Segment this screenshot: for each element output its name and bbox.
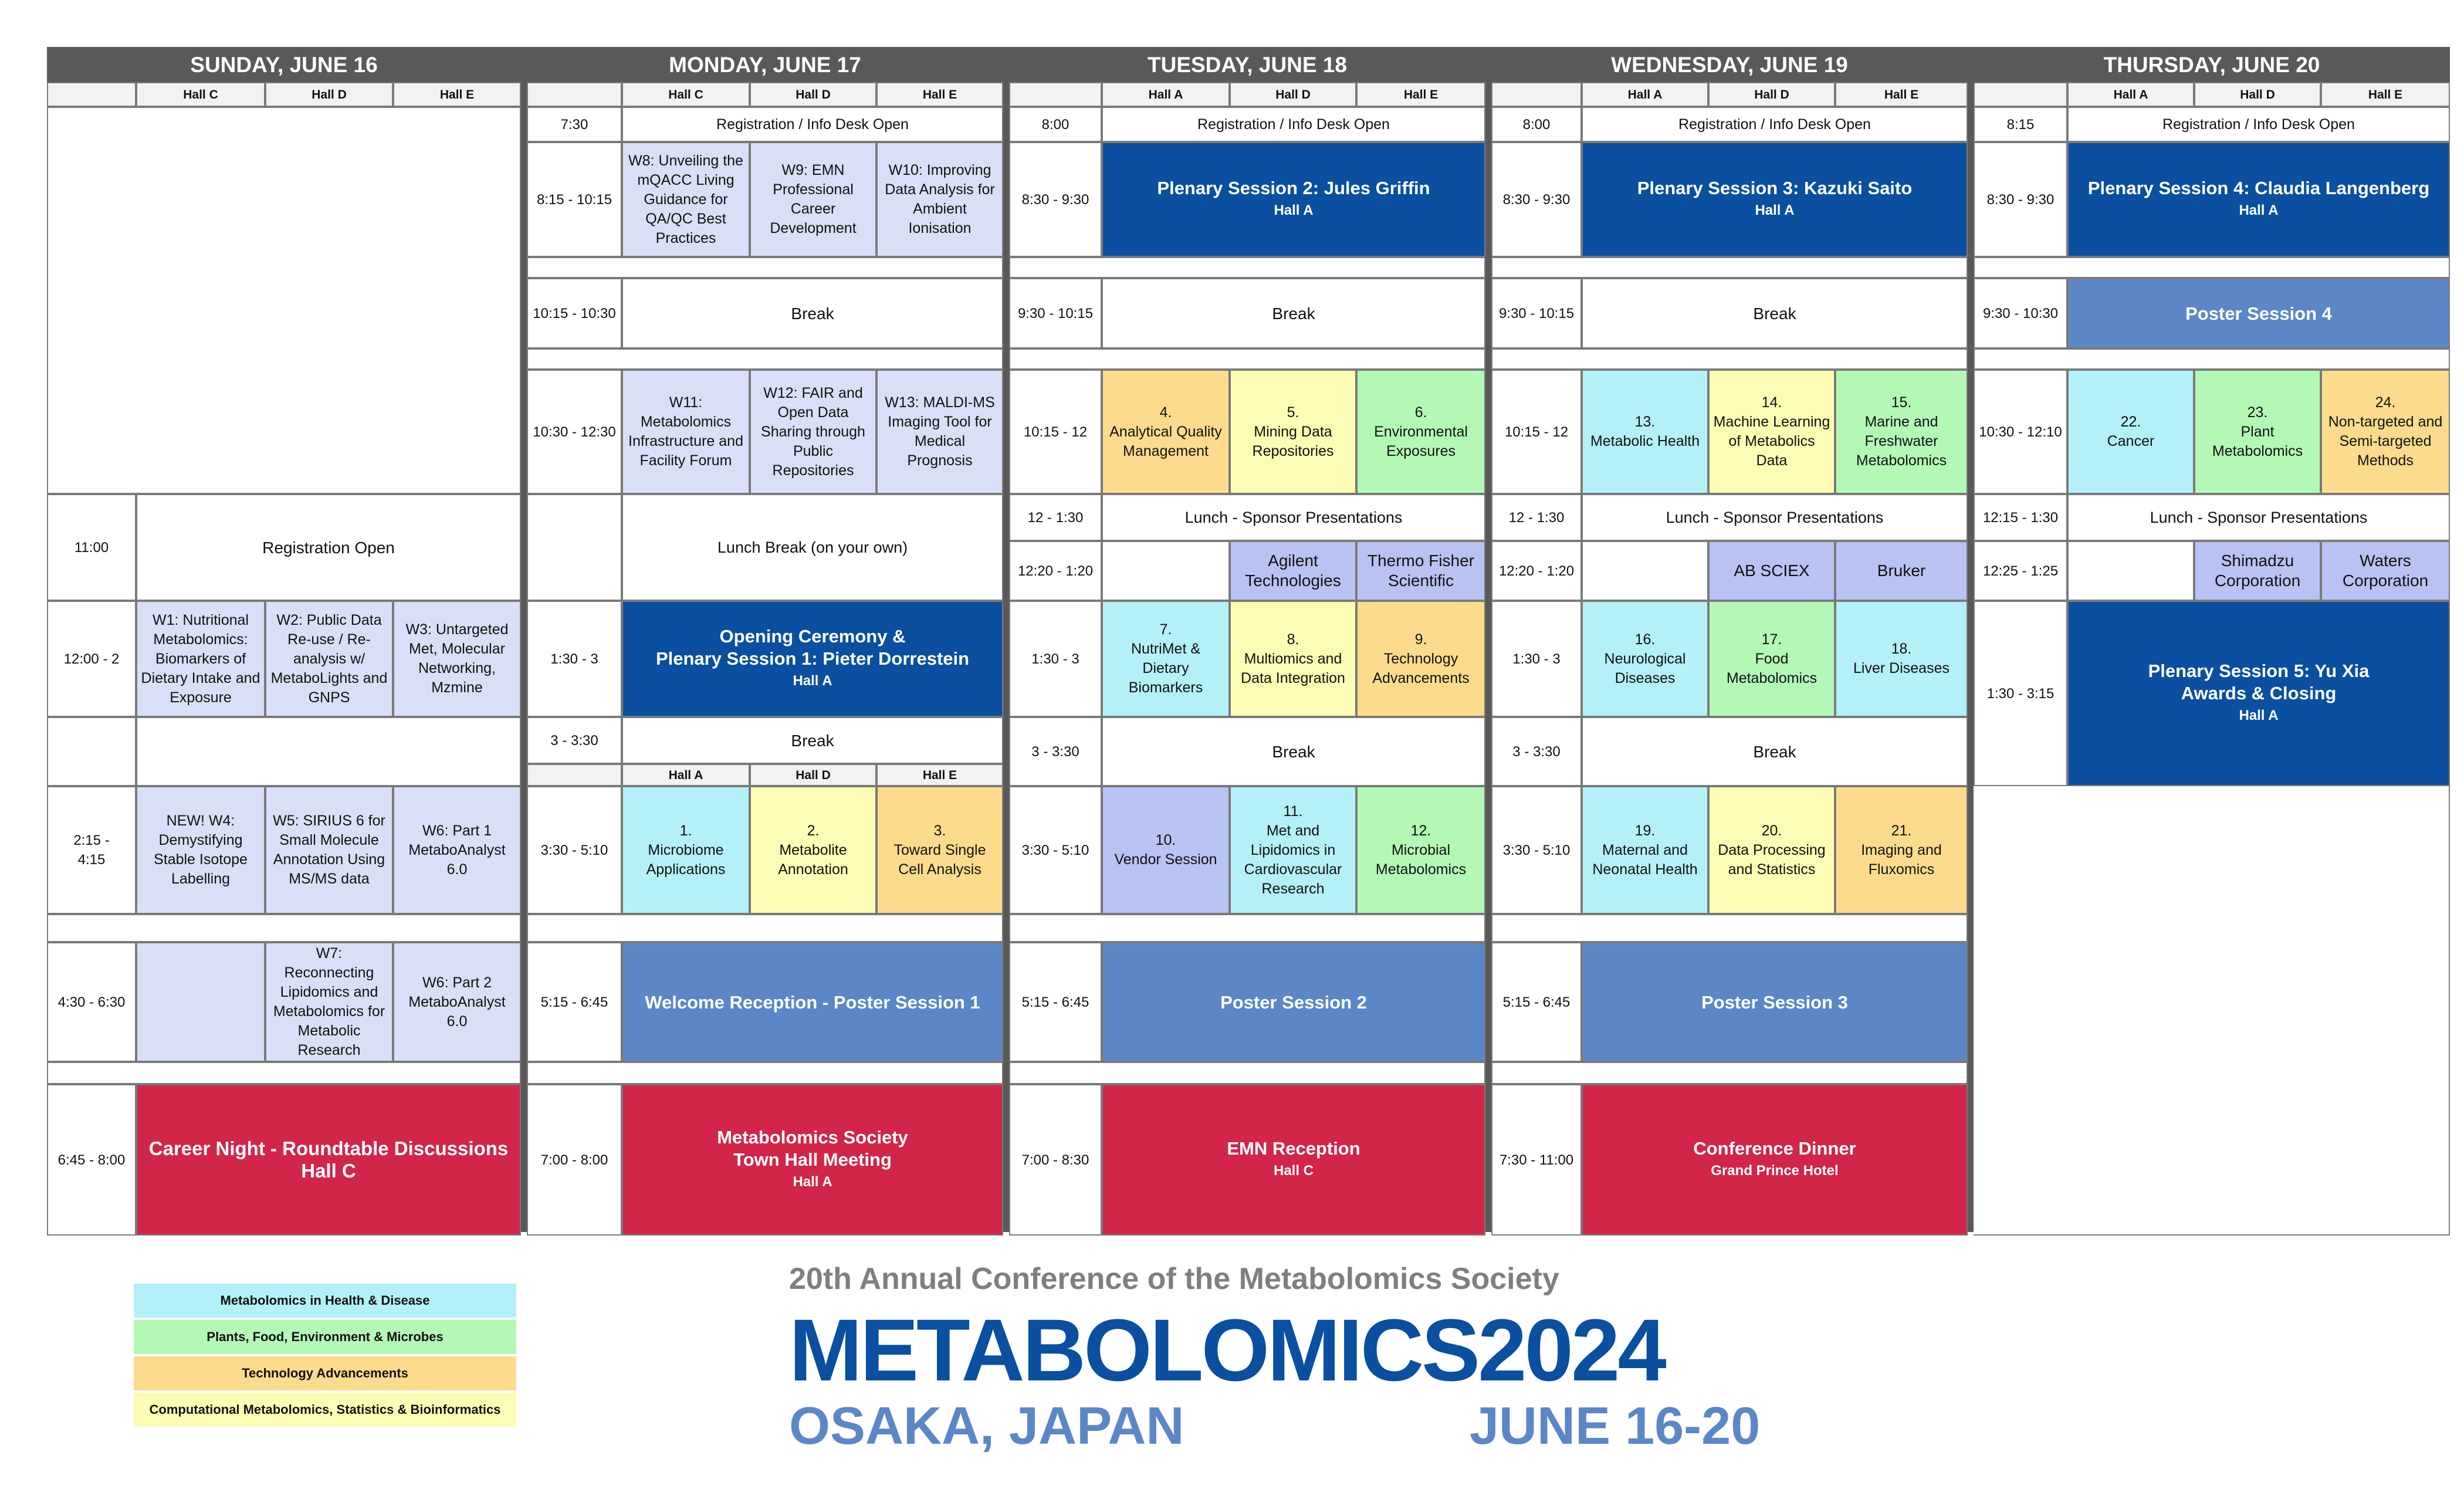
time-slot: 9:30 - 10:15 (1491, 278, 1582, 348)
lunch-break: Lunch Break (on your own) (622, 494, 1003, 601)
time-slot: 5:15 - 6:45 (1491, 942, 1582, 1062)
hall-header-blank (1974, 82, 2067, 107)
opening-title: Opening Ceremony & Plenary Session 1: Pieter Dorrestein (655, 626, 970, 669)
workshop-w11[interactable]: W11: Metabolomics Infrastructure and Facility Forum (622, 370, 750, 494)
emn-reception[interactable] (1102, 1084, 1485, 1236)
time-slot: 6:45 - 8:00 (47, 1084, 136, 1236)
hall-header: Hall D (1708, 82, 1835, 107)
legend-computational: Computational Metabolomics, Statistics & Bioinformatics (134, 1393, 516, 1427)
hall-header: Hall D (265, 82, 393, 107)
gap-row (1491, 257, 1968, 278)
time-slot: 8:30 - 9:30 (1974, 142, 2067, 257)
workshop-w6-part2[interactable]: W6: Part 2 MetaboAnalyst 6.0 (393, 942, 521, 1062)
sponsor-thermo-fisher[interactable]: Thermo Fisher Scientific (1356, 541, 1485, 601)
time-slot: 1:30 - 3 (1009, 601, 1102, 717)
legend-health-disease: Metabolomics in Health & Disease (134, 1284, 516, 1318)
session-1[interactable]: 1. Microbiome Applications (622, 786, 750, 914)
gap-row (136, 717, 521, 786)
plenary-session-3[interactable] (1582, 142, 1968, 257)
gap-row (47, 1062, 521, 1084)
time-slot: 7:00 - 8:30 (1009, 1084, 1102, 1236)
hall-header: Hall E (393, 82, 521, 107)
session-15[interactable]: 15. Marine and Freshwater Metabolomics (1835, 370, 1968, 494)
session-24[interactable]: 24. Non-targeted and Semi-targeted Methods (2321, 370, 2450, 494)
hall-header: Hall E (876, 764, 1003, 786)
hall-header-blank (527, 82, 622, 107)
legend-technology: Technology Advancements (134, 1356, 516, 1390)
conference-dinner-title: Conference Dinner (1693, 1138, 1856, 1159)
plenary-3-hall: Hall A (1755, 202, 1795, 218)
time-slot: 9:30 - 10:15 (1009, 278, 1102, 348)
sponsor-empty (1582, 541, 1708, 601)
plenary-5-title: Plenary Session 5: Yu Xia Awards & Closing (2148, 661, 2370, 703)
registration-info-desk: Registration / Info Desk Open (1102, 107, 1485, 142)
session-7[interactable]: 7. NutriMet & Dietary Biomarkers (1102, 601, 1230, 717)
emn-reception-hall: Hall C (1273, 1163, 1314, 1179)
town-hall-hall: Hall A (793, 1174, 832, 1190)
time-slot: 5:15 - 6:45 (1009, 942, 1102, 1062)
hall-header: Hall D (1230, 82, 1356, 107)
break: Break (1582, 717, 1968, 786)
hall-header: Hall D (750, 82, 876, 107)
time-slot: 10:15 - 10:30 (527, 278, 622, 348)
time-slot: 8:00 (1009, 107, 1102, 142)
registration-open: Registration Open (136, 494, 521, 601)
session-21[interactable]: 21. Imaging and Fluxomics (1835, 786, 1968, 914)
gap-row (1491, 1062, 1968, 1084)
time-slot: 8:00 (1491, 107, 1582, 142)
hall-header: Hall D (750, 764, 876, 786)
gap-row (1009, 914, 1485, 942)
workshop-empty (136, 942, 265, 1062)
plenary-5-hall: Hall A (2239, 708, 2279, 723)
workshop-w2[interactable]: W2: Public Data Re-use / Re-analysis w/ MetaboLights and GNPS (265, 601, 393, 717)
plenary-3-title: Plenary Session 3: Kazuki Saito (1637, 178, 1913, 198)
hall-header: Hall E (1356, 82, 1485, 107)
session-2[interactable]: 2. Metabolite Annotation (750, 786, 876, 914)
lunch-sponsor-presentations: Lunch - Sponsor Presentations (1102, 494, 1485, 541)
break: Break (1102, 278, 1485, 348)
hall-header: Hall A (2067, 82, 2194, 107)
workshop-w4[interactable]: NEW! W4: Demystifying Stable Isotope Labelling (136, 786, 265, 914)
hall-header-blank (1009, 82, 1102, 107)
plenary-session-5-closing[interactable] (2067, 601, 2450, 786)
plenary-4-hall: Hall A (2239, 202, 2279, 218)
break: Break (622, 278, 1003, 348)
gap-row (1974, 257, 2450, 278)
day-header-wednesday: WEDNESDAY, JUNE 19 (1491, 47, 1968, 82)
gap-row (1009, 1062, 1485, 1084)
workshop-w3[interactable]: W3: Untargeted Met, Molecular Networking, Mzmine (393, 601, 521, 717)
time-slot: 8:15 - 10:15 (527, 142, 622, 257)
plenary-4-title: Plenary Session 4: Claudia Langenberg (2087, 178, 2430, 198)
day-header-thursday: THURSDAY, JUNE 20 (1974, 47, 2450, 82)
time-slot: 9:30 - 10:30 (1974, 278, 2067, 348)
hall-header: Hall E (2321, 82, 2450, 107)
time-slot: 12 - 1:30 (1491, 494, 1582, 541)
sponsor-waters[interactable]: Waters Corporation (2321, 541, 2450, 601)
gap-row (527, 1062, 1003, 1084)
session-10[interactable]: 10. Vendor Session (1102, 786, 1230, 914)
sponsor-ab-sciex[interactable]: AB SCIEX (1708, 541, 1835, 601)
workshop-w12[interactable]: W12: FAIR and Open Data Sharing through Public Repositories (750, 370, 876, 494)
workshop-w6-part1[interactable]: W6: Part 1 MetaboAnalyst 6.0 (393, 786, 521, 914)
time-slot: 1:30 - 3 (1491, 601, 1582, 717)
legend-plants-food: Plants, Food, Environment & Microbes (134, 1320, 516, 1354)
break: Break (1582, 278, 1968, 348)
opening-ceremony-plenary-1[interactable] (622, 601, 1003, 717)
plenary-2-hall: Hall A (1274, 202, 1314, 218)
time-slot: 7:30 - 11:00 (1491, 1084, 1582, 1236)
gap-row (1491, 348, 1968, 370)
hall-header: Hall D (2194, 82, 2321, 107)
welcome-reception-poster-1[interactable]: Welcome Reception - Poster Session 1 (622, 942, 1003, 1062)
session-12[interactable]: 12. Microbial Metabolomics (1356, 786, 1485, 914)
gap-row (47, 717, 136, 786)
conference-dinner-venue: Grand Prince Hotel (1711, 1163, 1839, 1179)
workshop-w10[interactable]: W10: Improving Data Analysis for Ambient Ionisation (876, 142, 1003, 257)
time-slot: 12:00 - 2 (47, 601, 136, 717)
time-slot: 12:25 - 1:25 (1974, 541, 2067, 601)
sponsor-agilent[interactable]: Agilent Technologies (1230, 541, 1356, 601)
time-slot: 3 - 3:30 (1491, 717, 1582, 786)
session-18[interactable]: 18. Liver Diseases (1835, 601, 1968, 717)
time-slot: 2:15 - 4:15 (47, 786, 136, 914)
thursday-border (2449, 786, 2450, 1236)
registration-info-desk: Registration / Info Desk Open (622, 107, 1003, 142)
workshop-w7[interactable]: W7: Reconnecting Lipidomics and Metabolomics for Metabolic Research (265, 942, 393, 1062)
plenary-session-4[interactable] (2067, 142, 2450, 257)
time-slot: 12:15 - 1:30 (1974, 494, 2067, 541)
session-13[interactable]: 13. Metabolic Health (1582, 370, 1708, 494)
workshop-w8[interactable]: W8: Unveiling the mQACC Living Guidance for QA/QC Best Practices (622, 142, 750, 257)
hall-header-blank (47, 82, 136, 107)
time-slot: 10:30 - 12:10 (1974, 370, 2067, 494)
time-slot: 1:30 - 3 (527, 601, 622, 717)
town-hall-title: Metabolomics Society Town Hall Meeting (717, 1127, 908, 1170)
time-slot: 12 - 1:30 (1009, 494, 1102, 541)
workshop-w13[interactable]: W13: MALDI-MS Imaging Tool for Medical Prognosis (876, 370, 1003, 494)
logo-subtitle: 20th Annual Conference of the Metabolomics Society (789, 1262, 1559, 1296)
conference-logo (789, 1261, 1761, 1456)
session-17[interactable]: 17. Food Metabolomics (1708, 601, 1835, 717)
day-header-monday: MONDAY, JUNE 17 (527, 47, 1003, 82)
gap-row (1491, 914, 1968, 942)
lunch-sponsor-presentations: Lunch - Sponsor Presentations (2067, 494, 2450, 541)
emn-reception-title: EMN Reception (1227, 1138, 1360, 1159)
day-separator (1485, 47, 1491, 1232)
registration-info-desk: Registration / Info Desk Open (2067, 107, 2450, 142)
hall-header: Hall A (1582, 82, 1708, 107)
sunday-morning-blank (47, 107, 521, 494)
hall-header: Hall A (622, 764, 750, 786)
day-header-tuesday: TUESDAY, JUNE 18 (1009, 47, 1485, 82)
time-slot: 5:15 - 6:45 (527, 942, 622, 1062)
session-20[interactable]: 20. Data Processing and Statistics (1708, 786, 1835, 914)
day-separator (1968, 47, 1974, 1232)
session-6[interactable]: 6. Environmental Exposures (1356, 370, 1485, 494)
opening-hall: Hall A (793, 673, 832, 689)
grid-bottom-border (1974, 1234, 2450, 1236)
logo-city: OSAKA, JAPAN (789, 1397, 1184, 1456)
time-slot: 7:00 - 8:00 (527, 1084, 622, 1236)
hall-header: Hall E (876, 82, 1003, 107)
workshop-w1[interactable]: W1: Nutritional Metabolomics: Biomarkers of Dietary Intake and Exposure (136, 601, 265, 717)
break: Break (1102, 717, 1485, 786)
time-slot: 4:30 - 6:30 (47, 942, 136, 1062)
time-slot: 10:15 - 12 (1009, 370, 1102, 494)
session-8[interactable]: 8. Multiomics and Data Integration (1230, 601, 1356, 717)
gap-row (47, 914, 521, 942)
day-separator (521, 47, 527, 1232)
time-slot: 7:30 (527, 107, 622, 142)
time-slot: 10:30 - 12:30 (527, 370, 622, 494)
gap-row (1974, 348, 2450, 370)
registration-info-desk: Registration / Info Desk Open (1582, 107, 1968, 142)
session-14[interactable]: 14. Machine Learning of Metabolics Data (1708, 370, 1835, 494)
day-header-sunday: SUNDAY, JUNE 16 (47, 47, 521, 82)
sponsor-bruker[interactable]: Bruker (1835, 541, 1968, 601)
gap-row (527, 257, 1003, 278)
logo-wordmark: METABOLOMICS2024 (789, 1301, 1664, 1399)
conference-dinner[interactable] (1582, 1084, 1968, 1236)
time-slot: 3:30 - 5:10 (1491, 786, 1582, 914)
poster-session-4[interactable]: Poster Session 4 (2067, 278, 2450, 348)
session-19[interactable]: 19. Maternal and Neonatal Health (1582, 786, 1708, 914)
logo-dates: JUNE 16-20 (1470, 1397, 1761, 1456)
gap-row (1009, 257, 1485, 278)
town-hall-meeting[interactable] (622, 1084, 1003, 1236)
time-slot: 3:30 - 5:10 (1009, 786, 1102, 914)
poster-session-2[interactable]: Poster Session 2 (1102, 942, 1485, 1062)
time-slot: 3 - 3:30 (1009, 717, 1102, 786)
sponsor-empty (2067, 541, 2194, 601)
time-slot: 12:20 - 1:20 (1009, 541, 1102, 601)
time-slot: 3 - 3:30 (527, 717, 622, 764)
sponsor-empty (1102, 541, 1230, 601)
career-night[interactable]: Career Night - Roundtable Discussions Hall C (136, 1084, 521, 1236)
time-slot: 1:30 - 3:15 (1974, 601, 2067, 786)
time-slot: 10:15 - 12 (1491, 370, 1582, 494)
session-23[interactable]: 23. Plant Metabolomics (2194, 370, 2321, 494)
workshop-w5[interactable]: W5: SIRIUS 6 for Small Molecule Annotation Using MS/MS data (265, 786, 393, 914)
session-5[interactable]: 5. Mining Data Repositories (1230, 370, 1356, 494)
plenary-2-title: Plenary Session 2: Jules Griffin (1157, 178, 1430, 198)
hall-header: Hall C (136, 82, 265, 107)
session-16[interactable]: 16. Neurological Diseases (1582, 601, 1708, 717)
hall-header: Hall A (1102, 82, 1230, 107)
workshop-w9[interactable]: W9: EMN Professional Career Development (750, 142, 876, 257)
gap-row (527, 348, 1003, 370)
session-4[interactable]: 4. Analytical Quality Management (1102, 370, 1230, 494)
plenary-session-2[interactable] (1102, 142, 1485, 257)
poster-session-3[interactable]: Poster Session 3 (1582, 942, 1968, 1062)
hall-header: Hall E (1835, 82, 1968, 107)
sponsor-shimadzu[interactable]: Shimadzu Corporation (2194, 541, 2321, 601)
session-9[interactable]: 9. Technology Advancements (1356, 601, 1485, 717)
gap-row (527, 914, 1003, 942)
session-3[interactable]: 3. Toward Single Cell Analysis (876, 786, 1003, 914)
time-slot: 8:15 (1974, 107, 2067, 142)
hall-header-blank (527, 764, 622, 786)
hall-header-blank (1491, 82, 1582, 107)
lunch-sponsor-presentations: Lunch - Sponsor Presentations (1582, 494, 1968, 541)
break: Break (622, 717, 1003, 764)
gap-row (1009, 348, 1485, 370)
time-slot: 8:30 - 9:30 (1491, 142, 1582, 257)
lunch-time-blank (527, 494, 622, 601)
session-11[interactable]: 11. Met and Lipidomics in Cardiovascular Research (1230, 786, 1356, 914)
day-separator (1003, 47, 1009, 1232)
session-22[interactable]: 22. Cancer (2067, 370, 2194, 494)
time-slot: 3:30 - 5:10 (527, 786, 622, 914)
time-slot: 8:30 - 9:30 (1009, 142, 1102, 257)
hall-header: Hall C (622, 82, 750, 107)
time-slot: 12:20 - 1:20 (1491, 541, 1582, 601)
time-slot: 11:00 (47, 494, 136, 601)
